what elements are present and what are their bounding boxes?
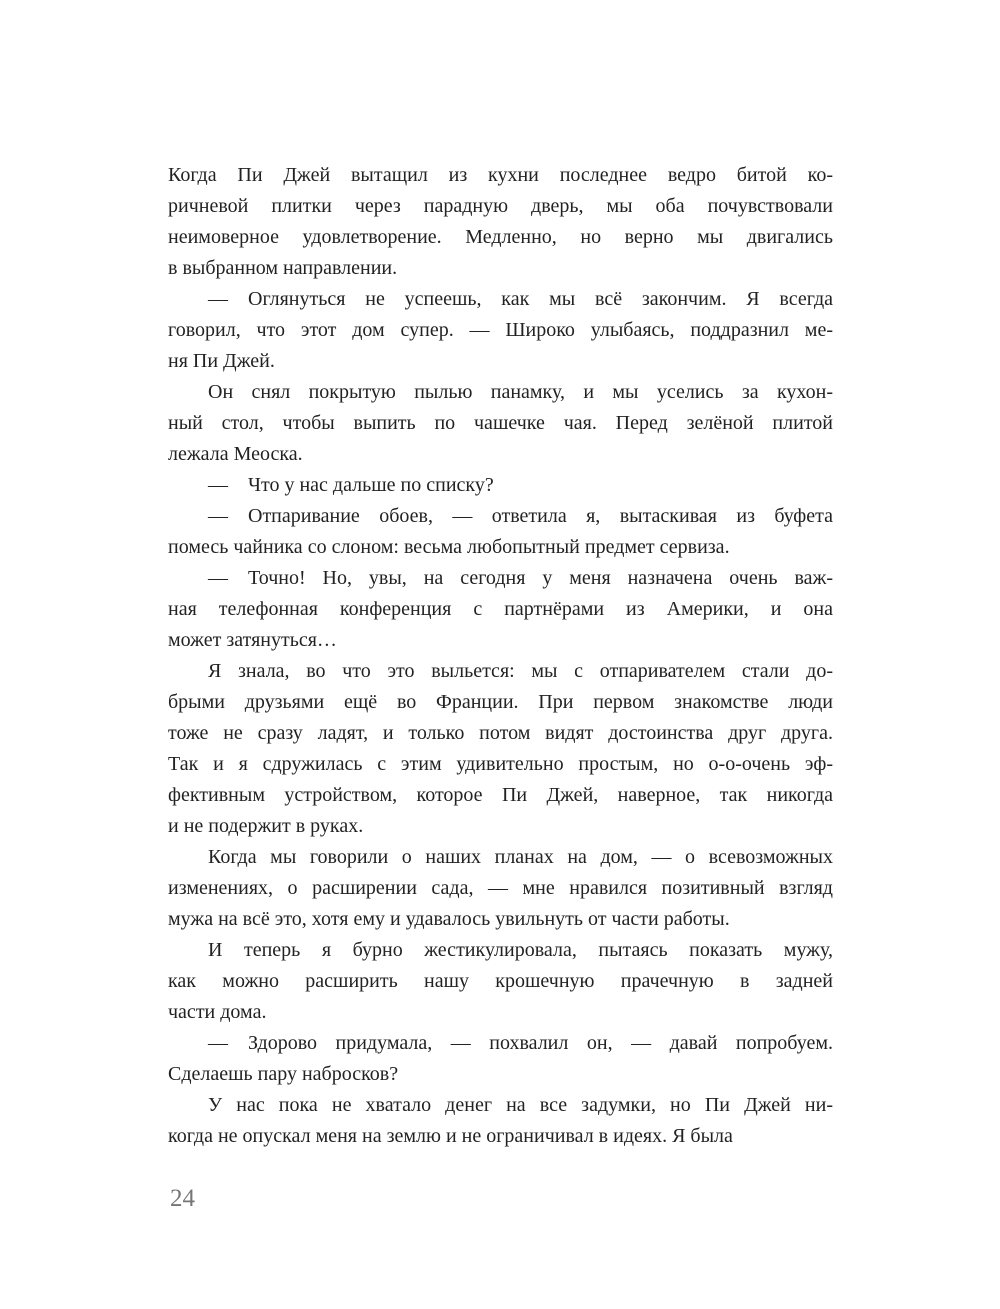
text-line: — Что у нас дальше по списку? <box>208 474 494 496</box>
text-line: ная телефонная конференция с партнёрами из Америки, и она <box>168 598 833 620</box>
text-line: И теперь я бурно жестикулировала, пытаясь показать мужу, <box>208 939 833 961</box>
page-number: 24 <box>170 1185 195 1212</box>
text-line: ный стол, чтобы выпить по чашечке чая. Перед зелёной плитой <box>168 412 833 434</box>
text-line: как можно расширить нашу крошечную прачечную в задней <box>168 970 833 992</box>
paragraph <box>168 563 833 656</box>
text-line: помесь чайника со слоном: весьма любопытный предмет сервиза. <box>168 536 730 558</box>
text-line: — Здорово придумала, — похвалил он, — давай попробуем. <box>208 1032 833 1054</box>
text-line: когда не опускал меня на землю и не ограничивал в идеях. Я была <box>168 1125 733 1147</box>
text-line: неимоверное удовлетворение. Медленно, но верно мы двигались <box>168 226 833 248</box>
paragraph <box>168 935 833 1028</box>
text-line: в выбранном направлении. <box>168 257 398 279</box>
text-line: Когда мы говорили о наших планах на дом, — о всевозможных <box>208 846 833 868</box>
text-line: У нас пока не хватало денег на все задумки, но Пи Джей ни- <box>208 1094 833 1116</box>
text-line: лежала Меоска. <box>168 443 303 465</box>
paragraph <box>168 160 833 284</box>
paragraph <box>168 501 833 563</box>
paragraph <box>168 377 833 470</box>
text-block <box>168 160 833 1152</box>
text-line: — Точно! Но, увы, на сегодня у меня назначена очень важ- <box>208 567 833 589</box>
text-line: и не подержит в руках. <box>168 815 364 837</box>
text-line: — Отпаривание обоев, — ответила я, вытаскивая из буфета <box>208 505 833 527</box>
paragraph <box>168 656 833 842</box>
text-line: Он снял покрытую пылью панамку, и мы уселись за кухон- <box>208 381 833 403</box>
paragraph <box>168 1090 833 1152</box>
text-line: может затянуться… <box>168 629 337 651</box>
text-line: Когда Пи Джей вытащил из кухни последнее ведро битой ко- <box>168 164 833 186</box>
text-line: ня Пи Джей. <box>168 350 275 372</box>
text-line: говорил, что этот дом супер. — Широко улыбаясь, поддразнил ме- <box>168 319 833 341</box>
text-line: Сделаешь пару набросков? <box>168 1063 399 1085</box>
text-line: фективным устройством, которое Пи Джей, наверное, так никогда <box>168 784 833 806</box>
paragraph <box>168 284 833 377</box>
text-line: части дома. <box>168 1001 267 1023</box>
text-line: Я знала, во что это выльется: мы с отпаривателем стали до- <box>208 660 833 682</box>
text-line: тоже не сразу ладят, и только потом видят достоинства друг друга. <box>168 722 833 744</box>
text-line: Так и я сдружилась с этим удивительно простым, но о-о-очень эф- <box>168 753 833 775</box>
text-line: — Оглянуться не успеешь, как мы всё закончим. Я всегда <box>208 288 833 310</box>
paragraph <box>168 1028 833 1090</box>
text-line: мужа на всё это, хотя ему и удавалось увильнуть от части работы. <box>168 908 730 930</box>
text-line: брыми друзьями ещё во Франции. При первом знакомстве люди <box>168 691 833 713</box>
text-line: ричневой плитки через парадную дверь, мы оба почувствовали <box>168 195 833 217</box>
paragraph <box>168 470 833 501</box>
paragraph <box>168 842 833 935</box>
text-line: изменениях, о расширении сада, — мне нравился позитивный взгляд <box>168 877 833 899</box>
